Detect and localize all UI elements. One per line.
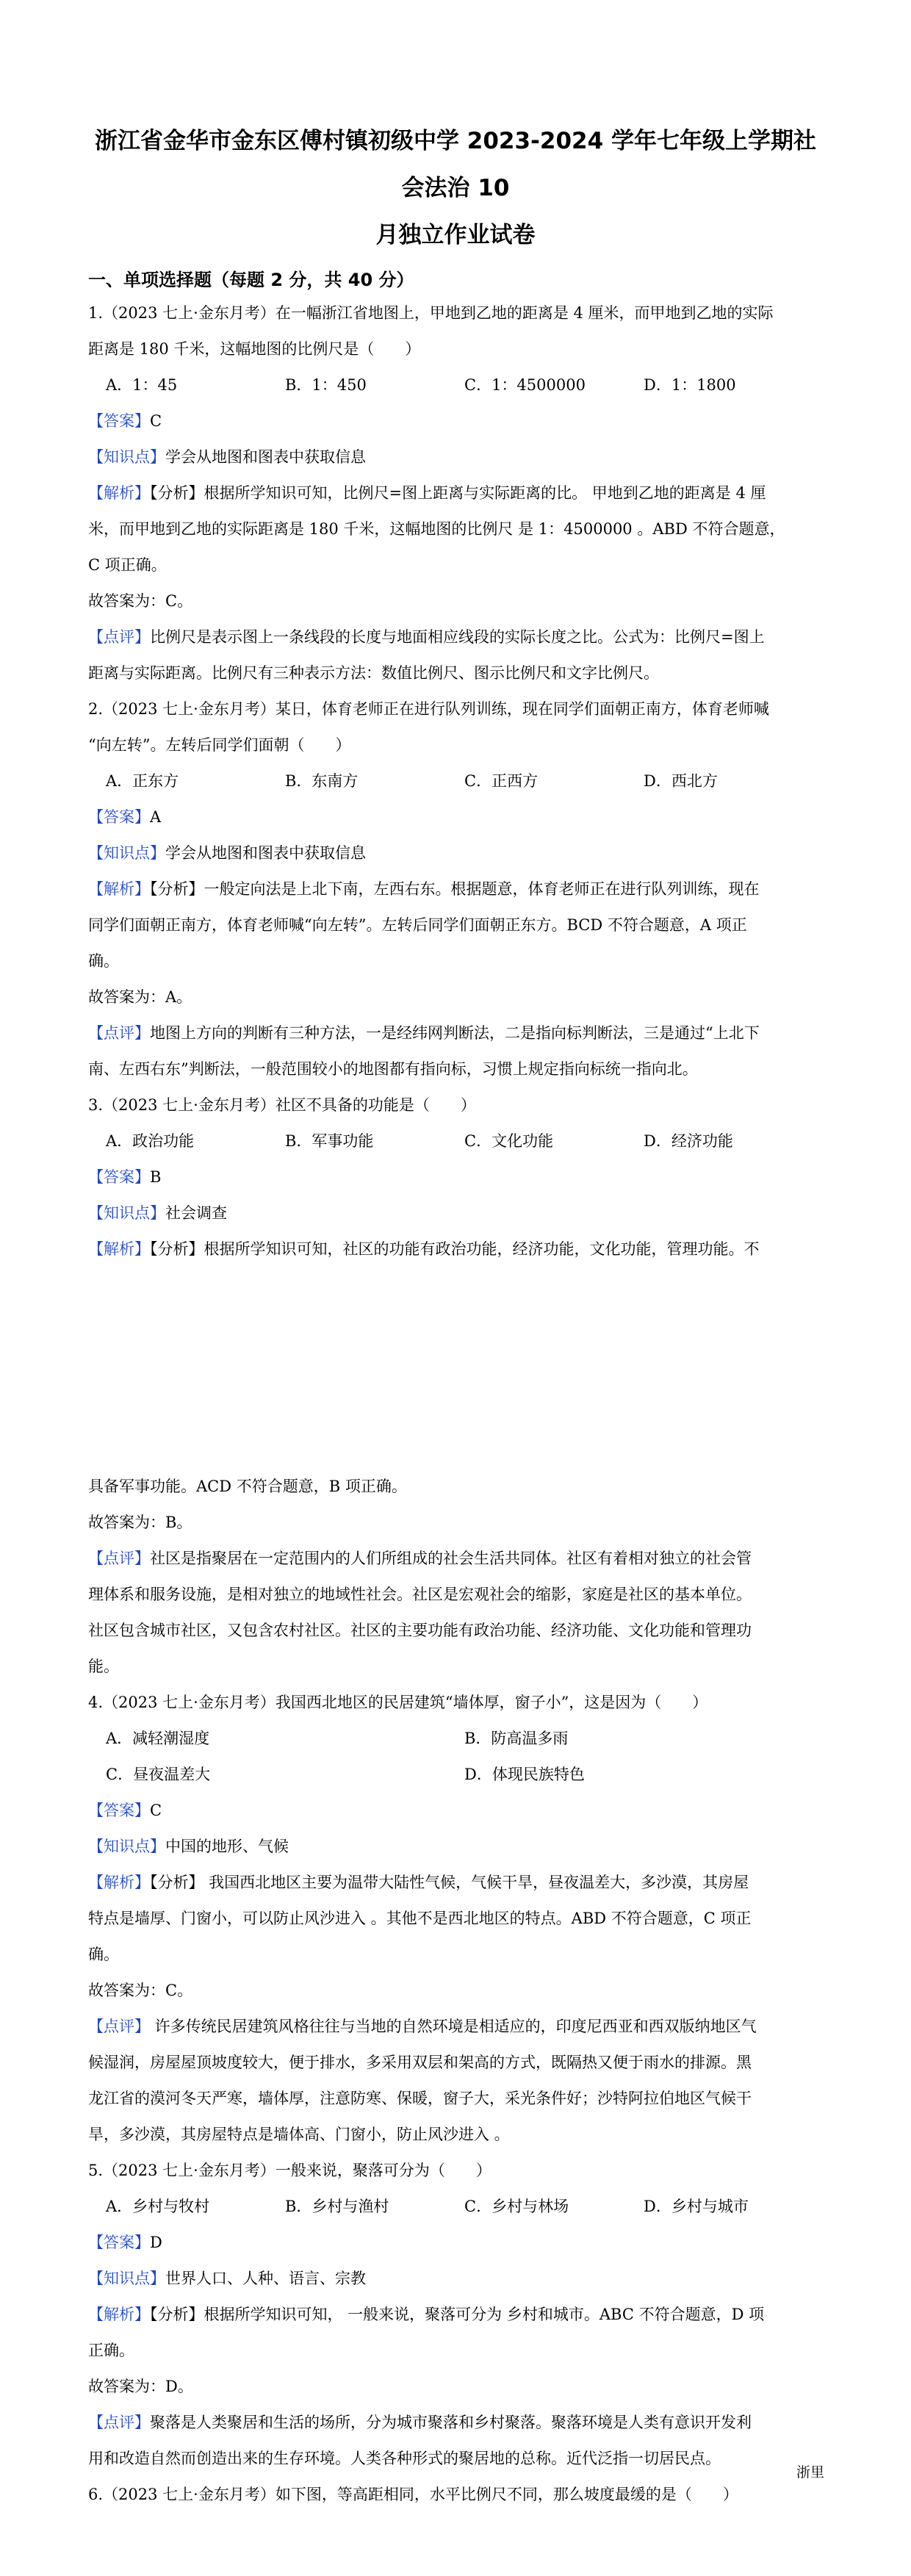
option-b: B．军事功能 (285, 1132, 374, 1150)
analysis-line (88, 1865, 823, 1901)
question-4 (88, 1685, 823, 2153)
option-c: C．1：4500000 (464, 376, 586, 394)
answer-label: 【答案】 (88, 1802, 150, 1819)
option-a: A．1：45 (106, 376, 178, 394)
question-stem: 6.（2023 七上·金东月考）如下图，等高距相同，水平比例尺不同，那么坡度最缓的是（ ） (88, 2486, 738, 2503)
knowledge-value: 学会从地图和图表中获取信息 (165, 844, 366, 862)
question-stem: 5.（2023 七上·金东月考）一般来说，聚落可分为（ ） (88, 2162, 491, 2179)
knowledge-value: 中国的地形、气候 (165, 1838, 289, 1855)
comment-label: 【点评】 (88, 628, 150, 646)
option-c: C．文化功能 (464, 1132, 554, 1150)
option-d: D．1：1800 (644, 376, 736, 394)
question-stem: 4.（2023 七上·金东月考）我国西北地区的民居建筑“墙体厚，窗子小”，这是因为（ ） (88, 1694, 708, 1711)
conclusion-text: 故答案为：A。 (88, 988, 192, 1006)
analysis-text: 【分析】一般定向法是上北下南，左西右东。根据题意，体育老师正在进行队列训练，现在 (150, 880, 760, 898)
option-d: D．西北方 (644, 772, 718, 790)
analysis-label: 【解析】 (88, 880, 150, 898)
document-title-line-2: 月独立作业试卷 (375, 222, 536, 248)
answer-label: 【答案】 (88, 808, 150, 826)
option-b: B．乡村与渔村 (285, 2198, 389, 2215)
option-d: D．乡村与城市 (644, 2198, 749, 2215)
comment-line (88, 1541, 823, 1577)
answer-line (88, 1793, 823, 1829)
knowledge-line (88, 1829, 823, 1865)
question-stem: 距离是 180 千米，这幅地图的比例尺是（ ） (88, 340, 421, 358)
knowledge-label: 【知识点】 (88, 2270, 165, 2287)
comment-text: 理体系和服务设施，是相对独立的地域性社会。社区是宏观社会的缩影，家庭是社区的基本单位。 (88, 1586, 752, 1603)
option-d: D．经济功能 (644, 1132, 733, 1150)
analysis-text: 特点是墙厚、门窗小，可以防止风沙进入 。其他不是西北地区的特点。ABD 不符合题意，C 项正 (88, 1910, 752, 1927)
knowledge-line (88, 2261, 823, 2297)
comment-text: 南、左西右东”判断法，一般范围较小的地图都有指向标，习惯上规定指向标统一指向北。 (88, 1060, 698, 1078)
knowledge-value: 社会调查 (165, 1204, 227, 1222)
comment-text: 比例尺是表示图上一条线段的长度与地面相应线段的实际长度之比。公式为：比例尺=图上 (150, 628, 765, 646)
answer-value: C (150, 1802, 162, 1819)
option-c: C．乡村与林场 (464, 2198, 569, 2215)
comment-text: 龙江省的漠河冬天严寒，墙体厚，注意防寒、保暖，窗子大，采光条件好；沙特阿拉伯地区气候干 (88, 2090, 752, 2107)
question-1 (88, 295, 823, 691)
analysis-text: 同学们面朝正南方，体育老师喊“向左转”。左转后同学们面朝正东方。BCD 不符合题意，A 项正 (88, 916, 747, 934)
comment-text: 候湿润，房屋屋顶坡度较大，便于排水，多采用双层和架高的方式，既隔热又便于雨水的排源。黑 (88, 2054, 752, 2071)
question-2 (88, 691, 823, 1087)
knowledge-line (88, 1195, 823, 1231)
option-c: C．正西方 (464, 772, 539, 790)
option-b: B．防高温多雨 (464, 1730, 569, 1747)
analysis-text: 确。 (88, 952, 119, 970)
comment-text: 社区是指聚居在一定范围内的人们所组成的社会生活共同体。社区有着相对独立的社会管 (150, 1550, 752, 1567)
conclusion-text: 故答案为：C。 (88, 592, 193, 610)
answer-line (88, 2225, 823, 2261)
comment-label: 【点评】 (88, 1024, 150, 1042)
analysis-text: 正确。 (88, 2342, 134, 2359)
section-heading: 一、单项选择题（每题 2 分，共 40 分） (88, 270, 414, 290)
option-b: B．东南方 (285, 772, 359, 790)
analysis-text: 【分析】根据所学知识可知，比例尺=图上距离与实际距离的比。 甲地到乙地的距离是 4 厘 (150, 484, 766, 502)
analysis-text: 【分析】根据所学知识可知，社区的功能有政治功能，经济功能，文化功能，管理功能。不 (150, 1240, 760, 1258)
knowledge-value: 学会从地图和图表中获取信息 (165, 448, 366, 466)
answer-value: A (150, 808, 162, 826)
question-stem: 1.（2023 七上·金东月考）在一幅浙江省地图上，甲地到乙地的距离是 4 厘米，而甲地到乙地的实际 (88, 304, 774, 322)
analysis-line (88, 1231, 823, 1267)
answer-label: 【答案】 (88, 2234, 150, 2251)
comment-line (88, 1015, 823, 1051)
analysis-label: 【解析】 (88, 1874, 150, 1891)
comment-text: 能。 (88, 1658, 119, 1675)
blank-space (88, 1267, 823, 1469)
answer-value: C (150, 412, 162, 430)
comment-text: 地图上方向的判断有三种方法，一是经纬网判断法，二是指向标判断法，三是通过“上北下 (150, 1024, 760, 1042)
option-row (88, 763, 823, 799)
conclusion-text: 故答案为：D。 (88, 2378, 193, 2395)
analysis-text: 【分析】 我国西北地区主要为温带大陆性气候，气候干旱，昼夜温差大，多沙漠，其房屋 (150, 1874, 749, 1891)
comment-line (88, 2405, 823, 2441)
knowledge-line (88, 439, 823, 475)
analysis-line (88, 475, 823, 511)
answer-line (88, 1159, 823, 1195)
analysis-label: 【解析】 (88, 484, 150, 502)
question-3 (88, 1087, 823, 1685)
answer-label: 【答案】 (88, 1168, 150, 1186)
comment-line (88, 619, 823, 655)
analysis-text: 确。 (88, 1946, 119, 1963)
question-5 (88, 2153, 823, 2477)
analysis-text: 米，而甲地到乙地的实际距离是 180 千米，这幅地图的比例尺 是 1：4500000 。ABD 不符合题意， (88, 520, 785, 538)
question-stem: 2.（2023 七上·金东月考）某日，体育老师正在进行队列训练，现在同学们面朝正南方，体育老师喊 (88, 700, 769, 718)
document-page (88, 118, 823, 2513)
answer-value: D (150, 2234, 162, 2251)
answer-line (88, 799, 823, 835)
comment-label: 【点评】 (88, 2414, 150, 2431)
knowledge-label: 【知识点】 (88, 1204, 165, 1222)
option-a: A．乡村与牧村 (106, 2198, 210, 2215)
comment-text: 距离与实际距离。比例尺有三种表示方法：数值比例尺、图示比例尺和文字比例尺。 (88, 664, 659, 682)
knowledge-label: 【知识点】 (88, 1838, 165, 1855)
document-title-line-1: 浙江省金华市金东区傅村镇初级中学 2023-2024 学年七年级上学期社会法治 10 (94, 128, 816, 201)
answer-label: 【答案】 (88, 412, 150, 430)
option-b: B．1：450 (285, 376, 367, 394)
analysis-label: 【解析】 (88, 1240, 150, 1258)
knowledge-label: 【知识点】 (88, 844, 165, 862)
option-a: A．正东方 (106, 772, 179, 790)
knowledge-label: 【知识点】 (88, 448, 165, 466)
comment-text: 旱，多沙漠，其房屋特点是墙体高、门窗小，防止风沙进入 。 (88, 2126, 510, 2143)
option-row (88, 2189, 823, 2225)
analysis-text: 【分析】根据所学知识可知， 一般来说，聚落可分为 乡村和城市。ABC 不符合题意，D 项 (150, 2306, 765, 2323)
comment-label: 【点评】 (88, 1550, 150, 1567)
option-row (88, 367, 823, 403)
option-c: C．昼夜温差大 (106, 1766, 211, 1783)
page-footer: 浙里 (796, 2464, 824, 2480)
conclusion-text: 故答案为：B。 (88, 1514, 192, 1531)
question-6 (88, 2477, 823, 2513)
comment-label: 【点评】 (88, 2018, 150, 2035)
comment-line (88, 2009, 823, 2045)
answer-line (88, 403, 823, 439)
analysis-text: C 项正确。 (88, 556, 167, 574)
option-row (88, 1123, 823, 1159)
analysis-label: 【解析】 (88, 2306, 150, 2323)
conclusion-text: 故答案为：C。 (88, 1982, 193, 1999)
comment-text: 聚落是人类聚居和生活的场所，分为城市聚落和乡村聚落。聚落环境是人类有意识开发利 (150, 2414, 752, 2431)
option-row (88, 1757, 823, 1793)
comment-text: 社区包含城市社区，又包含农村社区。社区的主要功能有政治功能、经济功能、文化功能和管理功 (88, 1622, 752, 1639)
comment-text: 许多传统民居建筑风格往往与当地的自然环境是相适应的，印度尼西亚和西双版纳地区气 (150, 2018, 757, 2035)
option-a: A．减轻潮湿度 (106, 1730, 210, 1747)
analysis-text: 具备军事功能。ACD 不符合题意，B 项正确。 (88, 1478, 407, 1495)
comment-text: 用和改造自然而创造出来的生存环境。人类各种形式的聚居地的总称。近代泛指一切居民点。 (88, 2450, 721, 2467)
analysis-line (88, 871, 823, 907)
option-d: D．体现民族特色 (464, 1766, 585, 1783)
question-stem: “向左转”。左转后同学们面朝（ ） (88, 736, 351, 754)
option-a: A．政治功能 (106, 1132, 195, 1150)
analysis-line (88, 2297, 823, 2333)
knowledge-value: 世界人口、人种、语言、宗教 (165, 2270, 366, 2287)
option-row (88, 1721, 823, 1757)
knowledge-line (88, 835, 823, 871)
question-stem: 3.（2023 七上·金东月考）社区不具备的功能是（ ） (88, 1096, 476, 1114)
answer-value: B (150, 1168, 162, 1186)
